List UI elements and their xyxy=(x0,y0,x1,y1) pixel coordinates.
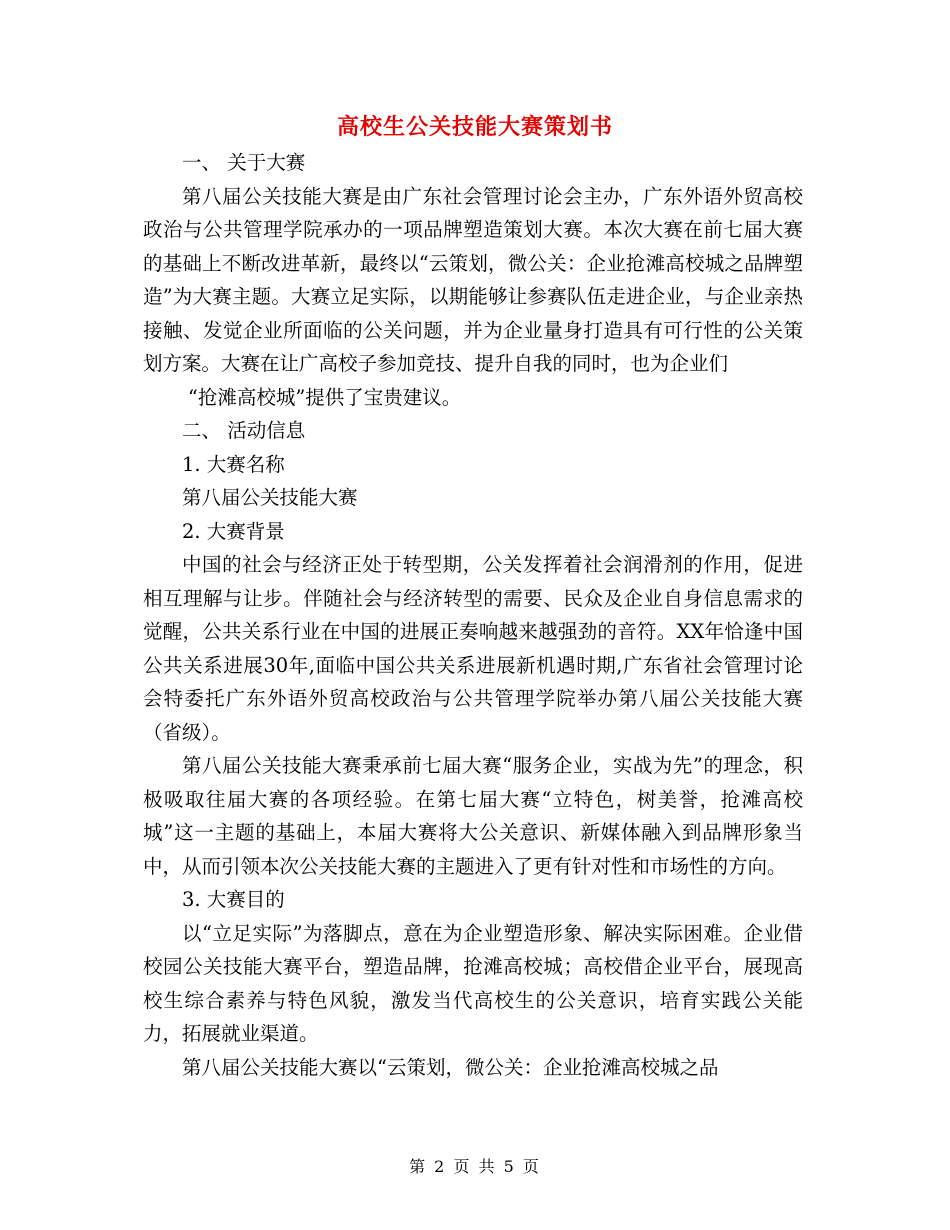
paragraph-about: 第八届公关技能大赛是由广东社会管理讨论会主办，广东外语外贸高校政治与公共管理学院承办的一项品牌塑造策划大赛。本次大赛在前七届大赛的基础上不断改进革新，最终以“云策划，微公关：企业抢滩高校城之品牌塑造”为大赛主题。大赛立足实际，以期能够让参赛队伍走进企业，与企业亲热接触、发觉企业所面临的公关问题，并为企业量身打造具有可行性的公关策划方案。大赛在让广高校子参加竞技、提升自我的同时，也为企业们 xyxy=(143,184,803,375)
paragraph-purpose-2: 第八届公关技能大赛以“云策划，微公关：企业抢滩高校城之品 xyxy=(182,1055,719,1079)
section-heading-about: 一、 关于大赛 xyxy=(182,151,306,174)
subheading-contest-purpose: 3. 大赛目的 xyxy=(182,888,285,911)
subheading-contest-name: 1. 大赛名称 xyxy=(182,452,285,476)
document-title: 高校生公关技能大赛策划书 xyxy=(336,114,613,140)
paragraph-purpose-1: 以“立足实际”为落脚点，意在为企业塑造形象、解决实际困难。企业借校园公关技能大赛平台，塑造品牌，抢滩高校城；高校借企业平台，展现高校生综合素养与特色风貌，激发当代高校生的公关意识，培育实践公关能力，拓展就业渠道。 xyxy=(143,921,803,1045)
paragraph-background-2: 第八届公关技能大赛秉承前七届大赛“服务企业，实战为先”的理念，积极吸取往届大赛的各项经验。在第七届大赛“立特色，树美誉，抢滩高校城”这一主题的基础上，本届大赛将大公关意识、新媒体融入到品牌形象当中，从而引领本次公关技能大赛的主题进入了更有针对性和市场性的方向。 xyxy=(143,754,803,878)
paragraph-background-1: 中国的社会与经济正处于转型期，公关发挥着社会润滑剂的作用，促进相互理解与让步。伴随社会与经济转型的需要、民众及企业自身信息需求的觉醒，公共关系行业在中国的进展正奏响越来越强劲的音符。XX年恰逢中国公共关系进展30年,面临中国公共关系进展新机遇时期,广东省社会管理讨论会特委托广东外语外贸高校政治与公共管理学院举办第八届公关技能大赛（省级）。 xyxy=(143,553,803,744)
section-heading-activity-info: 二、 活动信息 xyxy=(182,419,306,442)
page-footer: 第 2 页 共 5 页 xyxy=(409,1157,541,1176)
subheading-contest-background: 2. 大赛背景 xyxy=(182,519,285,543)
paragraph-about-continued: “抢滩高校城”提供了宝贵建议。 xyxy=(187,385,462,409)
document-body xyxy=(143,146,803,1084)
paragraph-contest-name: 第八届公关技能大赛 xyxy=(182,486,358,509)
